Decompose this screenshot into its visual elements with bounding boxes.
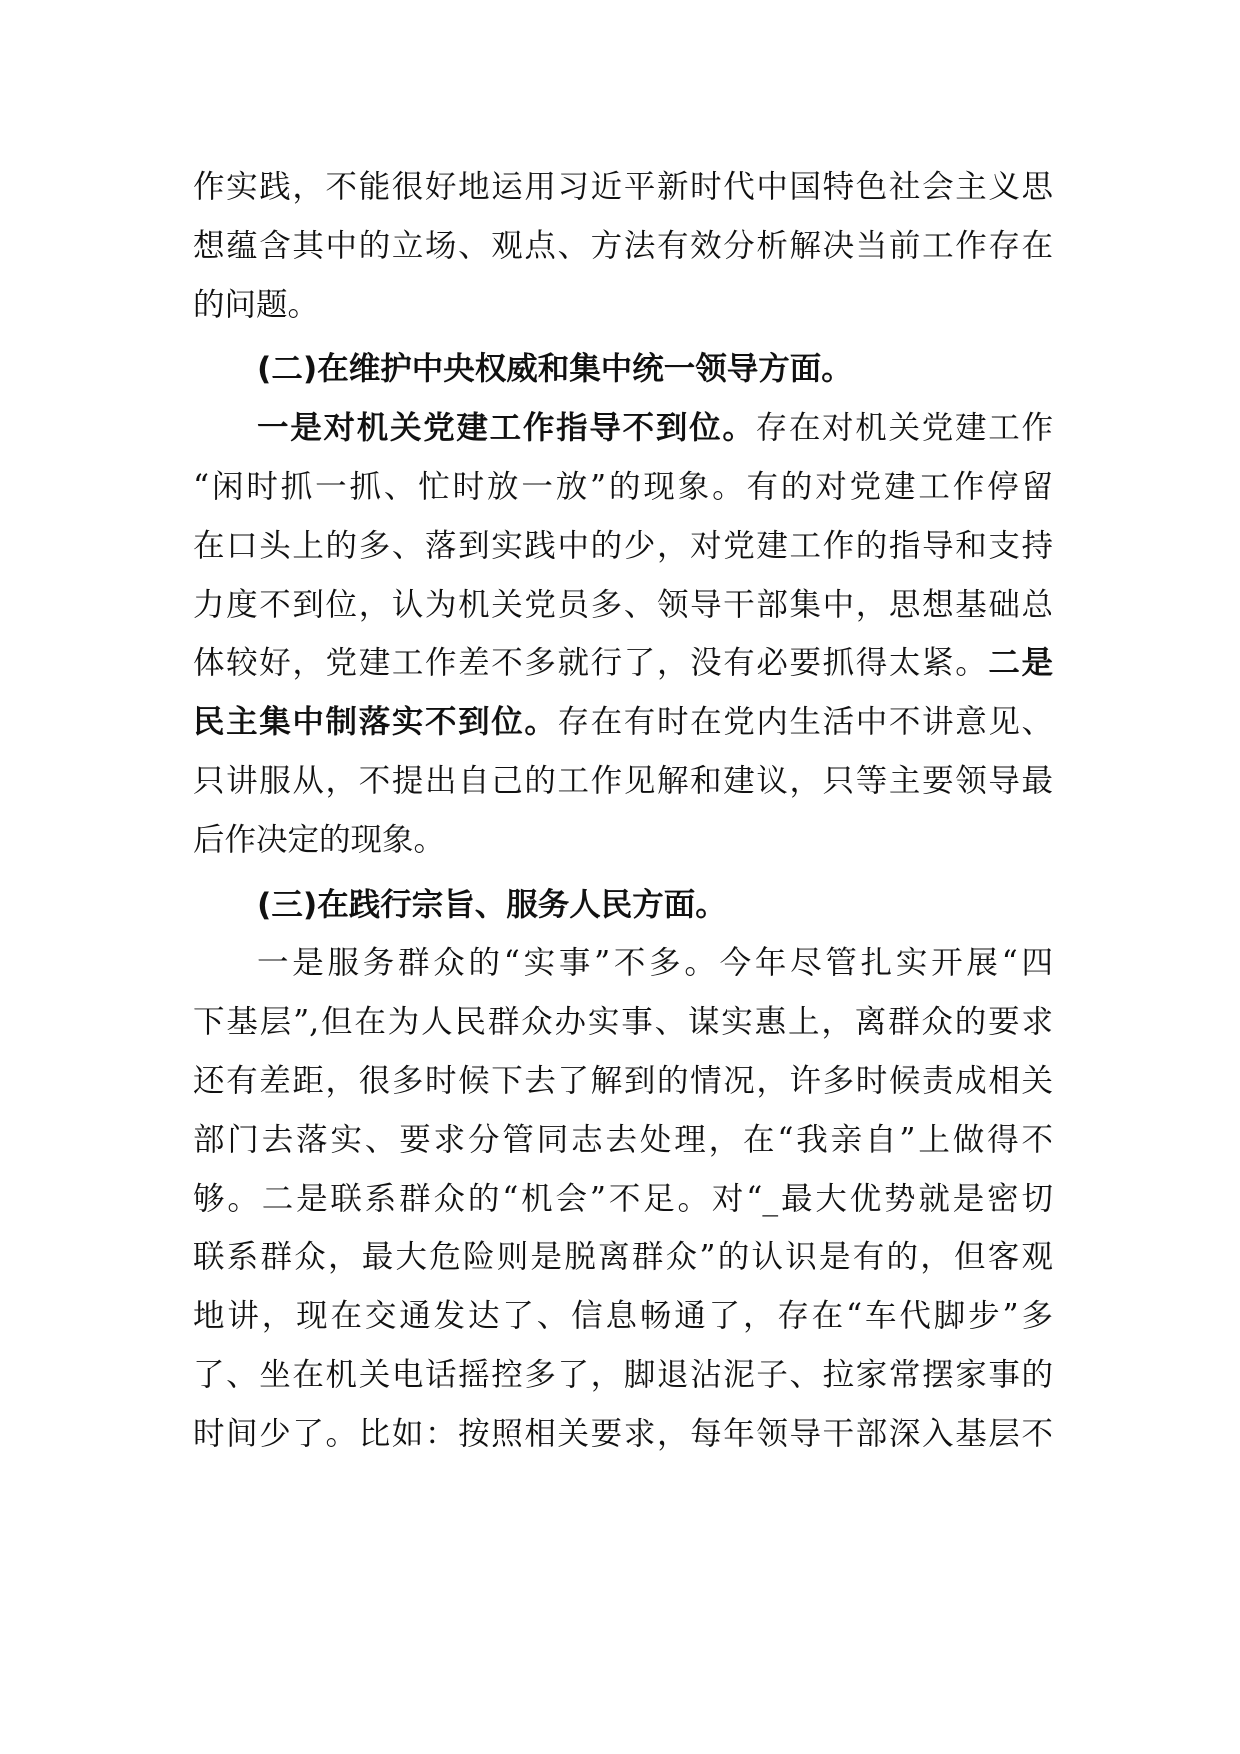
bold-lead-phrase: 民主集中制落实不到位。 bbox=[193, 703, 558, 741]
text-line: 一是服务群众的“实事”不多。今年尽管扎实开展“四 bbox=[257, 945, 1053, 982]
text-line: 作实践，不能很好地运用习近平新时代中国特色社会主义思 bbox=[193, 169, 1053, 205]
text-line: 后作决定的现象。 bbox=[193, 821, 446, 858]
text-line bbox=[193, 634, 1053, 693]
section-heading-3: (三)在践行宗旨、服务人民方面。 bbox=[257, 886, 727, 923]
paragraph-party-building bbox=[193, 399, 1053, 869]
text-line: 地讲，现在交通发达了、信息畅通了，存在“车代脚步”多 bbox=[193, 1298, 1053, 1335]
text-line: 部门去落实、要求分管同志去处理，在“我亲自”上做得不 bbox=[193, 1121, 1053, 1158]
text-span: 存在对机关党建工作 bbox=[755, 410, 1053, 447]
text-line: 联系群众，最大危险则是脱离群众”的认识是有的，但客观 bbox=[193, 1239, 1053, 1276]
text-line: 下基层”,但在为人民群众办实事、谋实惠上，离群众的要求 bbox=[193, 1004, 1053, 1041]
bold-lead-phrase: 二是 bbox=[988, 644, 1053, 682]
text-line: 想蕴含其中的立场、观点、方法有效分析解决当前工作存在 bbox=[193, 227, 1053, 264]
text-line: “闲时抓一抓、忙时放一放”的现象。有的对党建工作停留 bbox=[193, 468, 1053, 505]
text-line: 的问题。 bbox=[193, 286, 320, 323]
text-line: 只讲服从，不提出自己的工作见解和建议，只等主要领导最 bbox=[193, 762, 1053, 799]
section-heading-2: (二)在维护中央权威和集中统一领导方面。 bbox=[257, 351, 853, 388]
bold-lead-phrase: 一是对机关党建工作指导不到位。 bbox=[257, 409, 756, 447]
text-line: 够。二是联系群众的“机会”不足。对“_最大优势就是密切 bbox=[193, 1180, 1053, 1217]
text-line bbox=[193, 399, 1053, 458]
text-line bbox=[193, 693, 1053, 752]
text-line: 时间少了。比如：按照相关要求，每年领导干部深入基层不 bbox=[193, 1415, 1053, 1452]
paragraph-continuation bbox=[193, 158, 1053, 334]
text-span: 存在有时在党内生活中不讲意见、 bbox=[557, 704, 1053, 741]
text-line: 还有差距，很多时候下去了解到的情况，许多时候责成相关 bbox=[193, 1062, 1053, 1099]
text-span: 体较好，党建工作差不多就行了，没有必要抓得太紧。 bbox=[193, 645, 989, 682]
paragraph-serving-people bbox=[193, 934, 1053, 1463]
text-line: 了、坐在机关电话摇控多了，脚退沾泥子、拉家常摆家事的 bbox=[193, 1356, 1053, 1393]
text-line: 在口头上的多、落到实践中的少，对党建工作的指导和支持 bbox=[193, 527, 1053, 564]
document-page bbox=[193, 158, 1053, 1464]
text-line: 力度不到位，认为机关党员多、领导干部集中，思想基础总 bbox=[193, 586, 1053, 623]
